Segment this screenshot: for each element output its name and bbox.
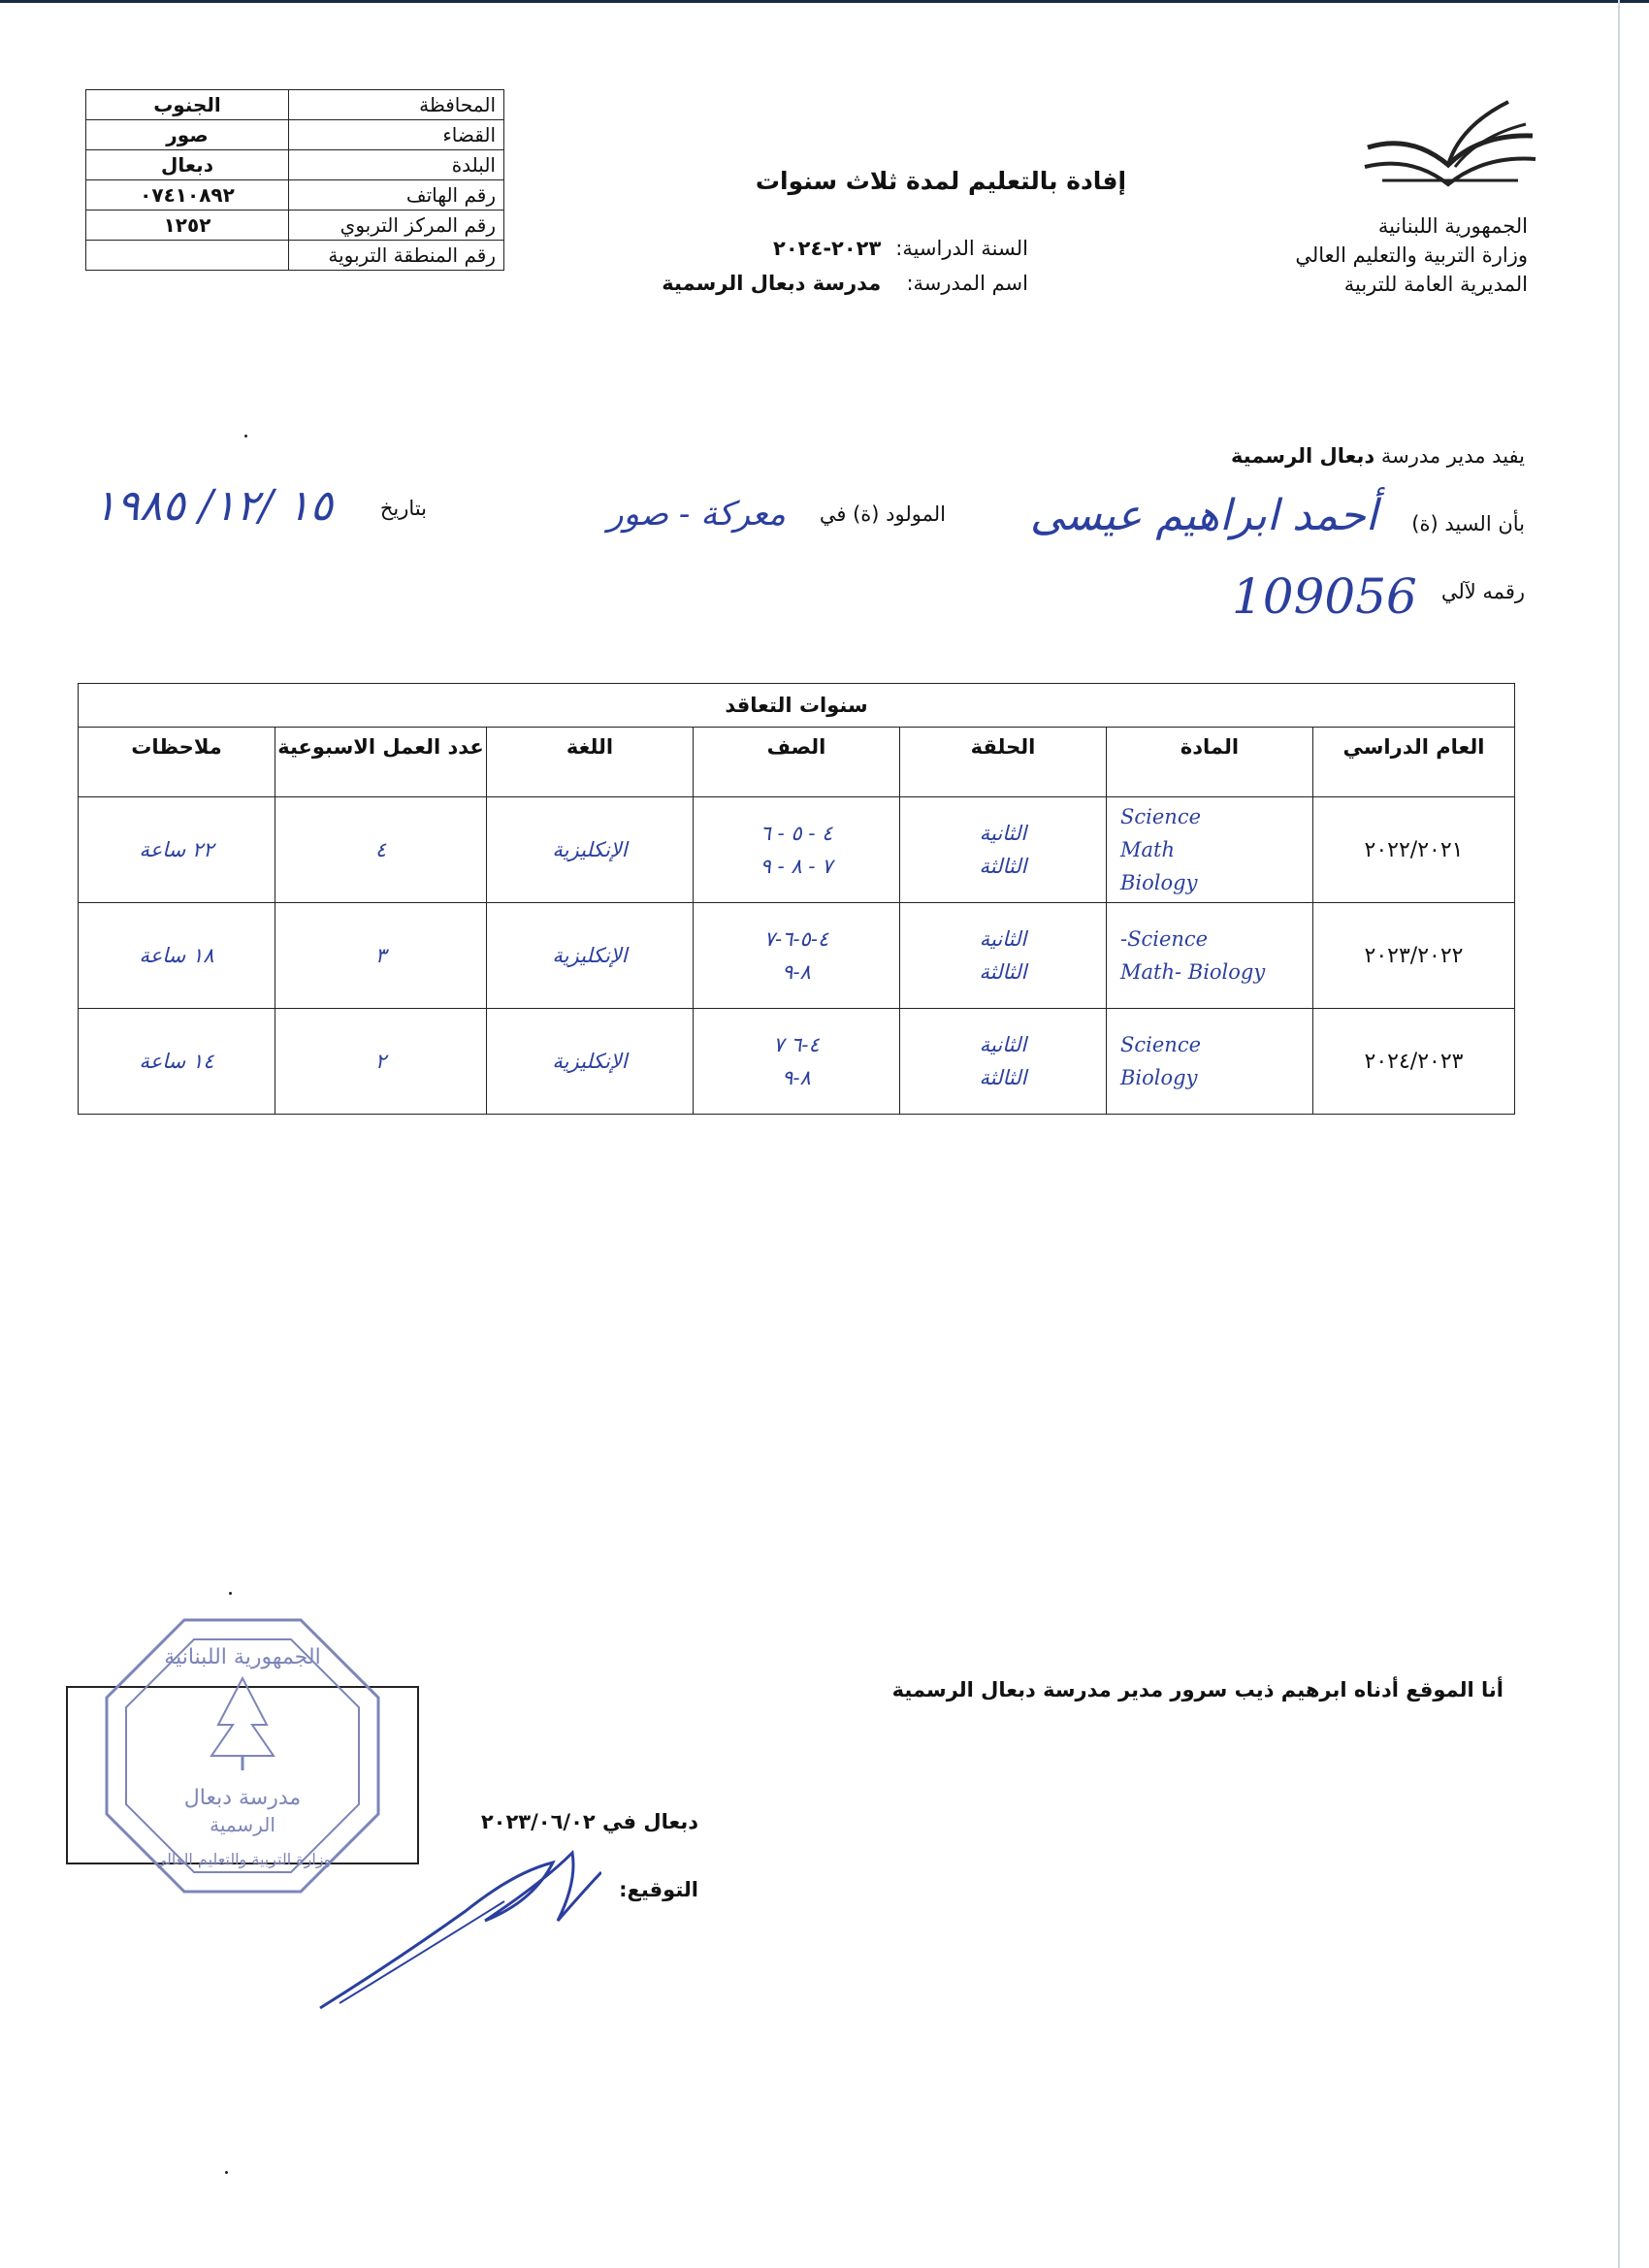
col-header-subject: المادة bbox=[1107, 728, 1313, 797]
cell-year: ٢٠٢٢/٢٠٢١ bbox=[1313, 797, 1515, 903]
cycle-line: الثانية bbox=[979, 1033, 1027, 1056]
id-handwritten: 109056 bbox=[1232, 568, 1417, 625]
group-header: سنوات التعاقد bbox=[79, 684, 1515, 728]
col-header-language: اللغة bbox=[487, 728, 694, 797]
info-value: صور bbox=[86, 120, 289, 150]
handwritten-signature bbox=[310, 1843, 601, 2018]
header-line-1: الجمهورية اللبنانية bbox=[1377, 214, 1528, 238]
grade-line: ٨-٩ bbox=[782, 1066, 811, 1089]
ministry-book-logo bbox=[1363, 97, 1537, 204]
cell-cycle bbox=[900, 797, 1107, 903]
subject-line: Math bbox=[1120, 838, 1175, 861]
scan-top-edge bbox=[0, 0, 1649, 3]
grade-line: ٤-٦ ٧ bbox=[773, 1033, 820, 1056]
group-header-row bbox=[79, 684, 1515, 728]
intro-text: يفيد مدير مدرسة bbox=[1380, 444, 1525, 468]
table-row bbox=[79, 797, 1515, 903]
birthplace-handwritten: معركة - صور bbox=[607, 495, 786, 534]
info-value bbox=[86, 241, 289, 271]
cell-weekly: ٤ bbox=[275, 797, 487, 903]
cycle-line: الثالثة bbox=[979, 960, 1027, 984]
cell-subject bbox=[1107, 797, 1313, 903]
col-header-year: العام الدراسي bbox=[1313, 728, 1515, 797]
cell-subject bbox=[1107, 1009, 1313, 1115]
cell-year: ٢٠٢٣/٢٠٢٢ bbox=[1313, 903, 1515, 1009]
school-year-value: ٢٠٢٣-٢٠٢٤ bbox=[773, 237, 882, 260]
cycle-line: الثانية bbox=[979, 927, 1027, 951]
birthdate-handwritten: ١٥ /١٢/ ١٩٨٥ bbox=[93, 481, 333, 531]
col-header-weekly: عدد العمل الاسبوعية bbox=[275, 728, 487, 797]
info-label: رقم الهاتف bbox=[289, 180, 504, 211]
cell-year: ٢٠٢٤/٢٠٢٣ bbox=[1313, 1009, 1515, 1115]
scan-speck bbox=[244, 435, 247, 437]
col-header-notes: ملاحظات bbox=[79, 728, 275, 797]
info-label: البلدة bbox=[289, 150, 504, 180]
header-line-3: المديرية العامة للتربية bbox=[1343, 273, 1528, 296]
subject-line: Science bbox=[1120, 1033, 1202, 1056]
col-header-cycle: الحلقة bbox=[900, 728, 1107, 797]
intro-school: دبعال الرسمية bbox=[1231, 444, 1375, 468]
cell-notes: ٢٢ ساعة bbox=[79, 797, 275, 903]
issue-date-line: دبعال في ٢٠٢٣/٠٦/٠٢ bbox=[480, 1810, 698, 1833]
scan-speck bbox=[225, 2171, 228, 2174]
school-name-label: اسم المدرسة: bbox=[906, 272, 1028, 295]
info-value: دبعال bbox=[86, 150, 289, 180]
subject-line: Biology bbox=[1120, 871, 1198, 894]
cell-cycle bbox=[900, 1009, 1107, 1115]
school-year-row bbox=[640, 237, 1028, 260]
principal-statement: أنا الموقع أدناه ابرهيم ذيب سرور مدير مدرسة دبعال الرسمية bbox=[891, 1678, 1504, 1701]
name-handwritten: أحمد ابراهيم عيسى bbox=[1029, 491, 1377, 540]
cell-grade bbox=[694, 1009, 900, 1115]
info-row bbox=[86, 241, 504, 271]
subject-line: Science- bbox=[1120, 927, 1209, 951]
header-row bbox=[79, 728, 1515, 797]
stamp-center-text-2: الرسمية bbox=[210, 1813, 275, 1836]
cell-language: الإنكليزية bbox=[487, 903, 694, 1009]
info-label: القضاء bbox=[289, 120, 504, 150]
header-line-2: وزارة التربية والتعليم العالي bbox=[1295, 243, 1528, 267]
subject-line: Math- Biology bbox=[1120, 960, 1266, 984]
info-value: ١٢٥٢ bbox=[86, 211, 289, 241]
date-label: بتاريخ bbox=[379, 497, 427, 520]
cell-language: الإنكليزية bbox=[487, 797, 694, 903]
id-label: رقمه لآلي bbox=[1440, 580, 1525, 603]
info-label: رقم المركز التربوي bbox=[289, 211, 504, 241]
cycle-line: الثالثة bbox=[979, 1066, 1027, 1089]
info-row bbox=[86, 211, 504, 241]
school-year-label: السنة الدراسية: bbox=[895, 237, 1028, 260]
cell-notes: ١٨ ساعة bbox=[79, 903, 275, 1009]
grade-line: ٧ - ٨ - ٩ bbox=[760, 855, 833, 878]
subject-line: Biology bbox=[1120, 1066, 1198, 1089]
col-header-grade: الصف bbox=[694, 728, 900, 797]
subject-line: Science bbox=[1120, 805, 1202, 828]
grade-line: ٤-٥-٦-٧ bbox=[763, 927, 829, 951]
stamp-center-text-1: مدرسة دبعال bbox=[183, 1786, 302, 1810]
location-info-table bbox=[85, 89, 504, 271]
cell-grade bbox=[694, 903, 900, 1009]
government-header bbox=[1222, 211, 1528, 299]
document-title: إفادة بالتعليم لمدة ثلاث سنوات bbox=[755, 167, 1127, 195]
info-label: رقم المنطقة التربوية bbox=[289, 241, 504, 271]
info-value: ٠٧٤١٠٨٩٢ bbox=[86, 180, 289, 211]
signature-label: التوقيع: bbox=[619, 1878, 698, 1901]
cell-language: الإنكليزية bbox=[487, 1009, 694, 1115]
school-name-value: مدرسة دبعال الرسمية bbox=[662, 272, 882, 295]
info-label: المحافظة bbox=[289, 90, 504, 120]
grade-line: ٨-٩ bbox=[782, 960, 811, 984]
cell-weekly: ٢ bbox=[275, 1009, 487, 1115]
cell-notes: ١٤ ساعة bbox=[79, 1009, 275, 1115]
born-label: المولود (ة) في bbox=[819, 502, 946, 526]
cell-subject bbox=[1107, 903, 1313, 1009]
table-row bbox=[79, 903, 1515, 1009]
school-name-row bbox=[582, 272, 1028, 295]
scan-speck bbox=[229, 1592, 232, 1595]
intro-line bbox=[873, 444, 1525, 468]
cell-cycle bbox=[900, 903, 1107, 1009]
info-row bbox=[86, 180, 504, 211]
cell-weekly: ٣ bbox=[275, 903, 487, 1009]
mr-label: بأن السيد (ة) bbox=[1411, 512, 1525, 535]
cell-grade bbox=[694, 797, 900, 903]
info-row bbox=[86, 150, 504, 180]
info-value: الجنوب bbox=[86, 90, 289, 120]
cycle-line: الثالثة bbox=[979, 855, 1027, 878]
scan-right-edge bbox=[1618, 0, 1620, 2268]
stamp-top-text: الجمهورية اللبنانية bbox=[164, 1645, 321, 1669]
info-row bbox=[86, 120, 504, 150]
stamp-side-text: وزارة التربية والتعليم العالي bbox=[153, 1850, 332, 1868]
cycle-line: الثانية bbox=[979, 822, 1027, 845]
contract-years-table bbox=[78, 683, 1515, 1115]
table-row bbox=[79, 1009, 1515, 1115]
info-row bbox=[86, 90, 504, 120]
grade-line: ٤ - ٥ - ٦ bbox=[760, 822, 833, 845]
